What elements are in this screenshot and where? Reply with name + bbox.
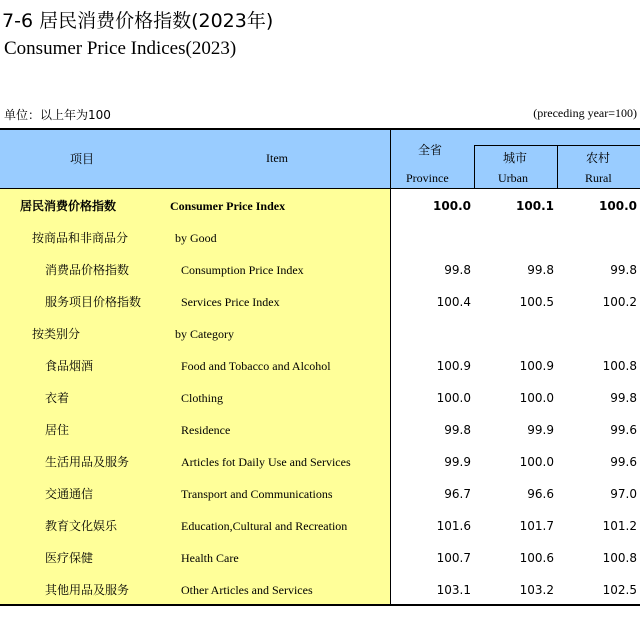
- province-value: 100.0: [433, 199, 471, 213]
- table-title-en: Consumer Price Indices(2023): [4, 38, 237, 59]
- province-value: 99.8: [444, 423, 471, 437]
- row-label-cn: 教育文化娱乐: [45, 519, 118, 533]
- row-label-cn: 医疗保健: [45, 551, 94, 565]
- urban-value: 100.5: [519, 295, 554, 309]
- unit-note-cn: 单位：以上年为100: [4, 108, 111, 122]
- urban-value: 101.7: [519, 519, 554, 533]
- urban-value: 103.2: [519, 583, 554, 597]
- row-label-en: Consumption Price Index: [181, 263, 304, 277]
- row-label-en: Services Price Index: [181, 295, 280, 309]
- header-item-cn: 项目: [70, 152, 95, 166]
- header-bottom-rule: [0, 188, 640, 189]
- row-label-en: Articles fot Daily Use and Services: [181, 455, 351, 469]
- rural-value: 101.2: [602, 519, 637, 533]
- row-label-cn: 按商品和非商品分: [32, 231, 129, 245]
- table-row: [0, 414, 640, 446]
- row-label-en: Other Articles and Services: [181, 583, 313, 597]
- rural-value: 99.8: [610, 391, 637, 405]
- table-row: [0, 222, 640, 254]
- rural-value: 100.0: [599, 199, 637, 213]
- row-label-en: Health Care: [181, 551, 239, 565]
- row-label-cn: 衣着: [45, 391, 70, 405]
- urban-value: 100.1: [516, 199, 554, 213]
- urban-value: 99.9: [527, 423, 554, 437]
- row-label-en: Transport and Communications: [181, 487, 333, 501]
- cpi-table: [0, 128, 640, 606]
- rural-value: 99.6: [610, 455, 637, 469]
- header-urban-cn: 城市: [503, 151, 528, 165]
- urban-value: 100.9: [519, 359, 554, 373]
- row-label-cn: 交通通信: [45, 487, 94, 501]
- row-label-cn: 其他用品及服务: [45, 583, 130, 597]
- row-label-cn: 按类别分: [32, 327, 81, 341]
- table-row: [0, 542, 640, 574]
- header-rural-en: Rural: [585, 171, 612, 185]
- row-label-cn: 生活用品及服务: [45, 455, 130, 469]
- urban-value: 100.0: [519, 391, 554, 405]
- table-row: [0, 286, 640, 318]
- table-row: [0, 446, 640, 478]
- header-urban-en: Urban: [498, 171, 528, 185]
- row-label-cn: 食品烟酒: [45, 359, 94, 373]
- row-label-en: Clothing: [181, 391, 224, 405]
- row-label-cn: 消费品价格指数: [45, 263, 130, 277]
- row-label-en: Education,Cultural and Recreation: [181, 519, 348, 533]
- row-label-en: by Good: [175, 231, 217, 245]
- header-province-en: Province: [406, 171, 449, 185]
- province-urban-divider: [474, 145, 475, 188]
- rural-value: 100.2: [602, 295, 637, 309]
- province-value: 99.8: [444, 263, 471, 277]
- province-value: 100.7: [436, 551, 471, 565]
- rural-value: 99.8: [610, 263, 637, 277]
- urban-value: 96.6: [527, 487, 554, 501]
- table-row: [0, 254, 640, 286]
- table-top-rule: [0, 128, 640, 130]
- table-row: [0, 190, 640, 222]
- row-label-cn: 居住: [45, 423, 70, 437]
- header-item-en: Item: [266, 151, 288, 165]
- province-value: 100.4: [436, 295, 471, 309]
- table-row: [0, 350, 640, 382]
- province-value: 103.1: [436, 583, 471, 597]
- rural-value: 100.8: [602, 551, 637, 565]
- table-row: [0, 478, 640, 510]
- rural-value: 100.8: [602, 359, 637, 373]
- urban-value: 99.8: [527, 263, 554, 277]
- row-label-cn: 服务项目价格指数: [45, 295, 142, 309]
- row-label-en: by Category: [175, 327, 234, 341]
- row-label-cn: 居民消费价格指数: [20, 199, 117, 213]
- urban-value: 100.6: [519, 551, 554, 565]
- table-title-cn: 7-6 居民消费价格指数(2023年): [2, 10, 274, 32]
- province-value: 99.9: [444, 455, 471, 469]
- urban-rural-divider: [557, 145, 558, 188]
- province-value: 100.9: [436, 359, 471, 373]
- urban-value: 100.0: [519, 455, 554, 469]
- header-rural-cn: 农村: [586, 151, 611, 165]
- table-row: [0, 318, 640, 350]
- rural-value: 99.6: [610, 423, 637, 437]
- province-value: 101.6: [436, 519, 471, 533]
- header-province-cn: 全省: [418, 143, 443, 157]
- unit-note-en: (preceding year=100): [533, 106, 637, 120]
- row-label-en: Consumer Price Index: [170, 199, 286, 213]
- province-value: 100.0: [436, 391, 471, 405]
- table-row: [0, 510, 640, 542]
- rural-value: 102.5: [602, 583, 637, 597]
- row-label-en: Food and Tobacco and Alcohol: [181, 359, 331, 373]
- row-label-en: Residence: [181, 423, 231, 437]
- table-header-background: [0, 128, 640, 188]
- province-value: 96.7: [444, 487, 471, 501]
- table-row: [0, 382, 640, 414]
- rural-value: 97.0: [610, 487, 637, 501]
- table-row: [0, 574, 640, 606]
